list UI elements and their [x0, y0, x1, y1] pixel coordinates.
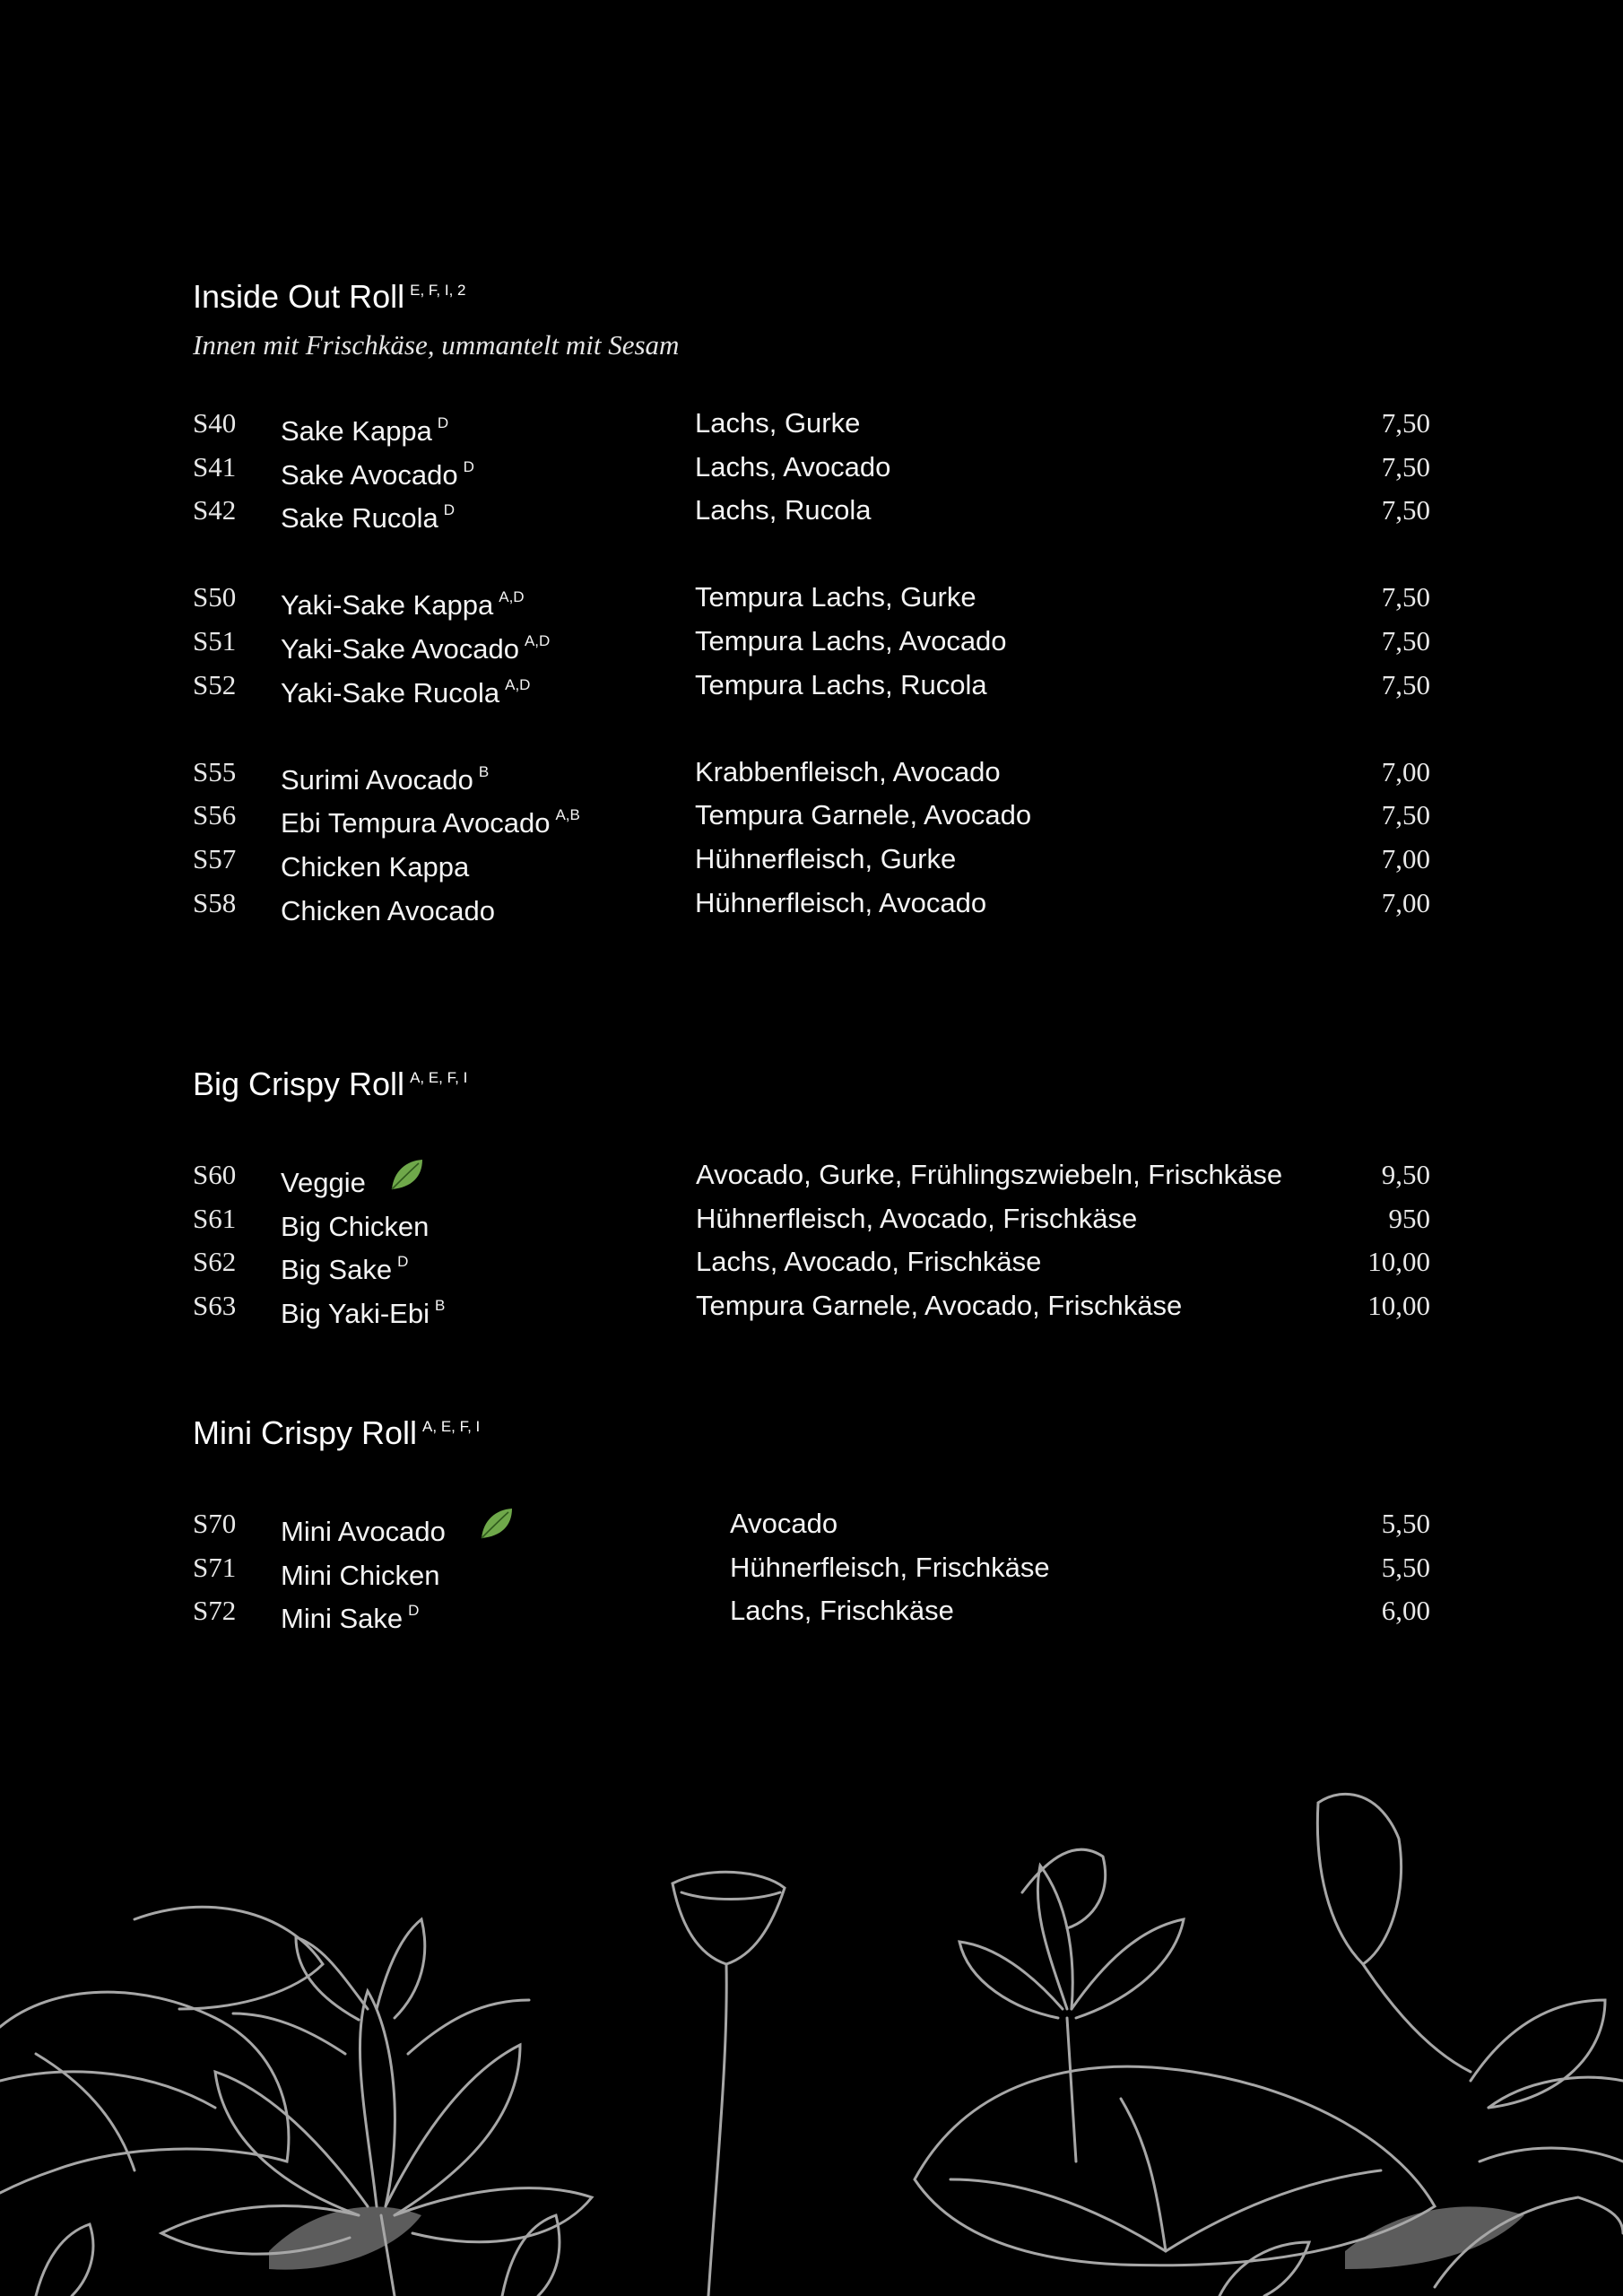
- item-code: S56: [193, 799, 237, 831]
- item-allergens: A,B: [555, 806, 580, 824]
- item-code: S41: [193, 450, 237, 483]
- item-description: Hühnerfleisch, Avocado: [695, 886, 987, 918]
- menu-item: [193, 838, 1430, 882]
- item-allergens: D: [408, 1602, 420, 1620]
- item-description: Hühnerfleisch, Gurke: [695, 842, 957, 874]
- item-description: Avocado, Gurke, Frühlingszwiebeln, Frischkäse: [696, 1159, 1283, 1190]
- item-code: S61: [193, 1202, 237, 1234]
- menu-item: [193, 1240, 1430, 1284]
- section-title: Big Crispy Roll $^{A, E, F, I}$: [193, 1065, 468, 1102]
- menu-item: [193, 620, 1430, 664]
- item-price: 7,50: [1381, 450, 1430, 483]
- item-code: S57: [193, 842, 237, 874]
- item-allergens: B: [435, 1296, 446, 1314]
- item-name: Mini Chicken: [281, 1559, 440, 1591]
- item-description: Lachs, Frischkäse: [730, 1595, 954, 1627]
- item-code: S62: [193, 1246, 237, 1278]
- menu-item: [193, 489, 1430, 533]
- item-code: S58: [193, 886, 237, 918]
- item-name: Sake Kappa $^D$: [281, 414, 449, 447]
- item-name: Yaki-Sake Kappa $^{A,D}$: [281, 588, 525, 622]
- menu-item: [193, 402, 1430, 446]
- item-price: 7,50: [1381, 407, 1430, 439]
- item-code: S42: [193, 494, 237, 526]
- item-code: S55: [193, 755, 237, 787]
- allergen-codes: A, E, F, I: [422, 1418, 481, 1435]
- item-description: Tempura Lachs, Rucola: [695, 668, 987, 700]
- leaf-icon: [478, 1506, 516, 1542]
- menu-item: [193, 446, 1430, 490]
- item-price: 7,50: [1381, 624, 1430, 657]
- item-price: 7,50: [1381, 799, 1430, 831]
- menu-item: [193, 664, 1430, 708]
- section-subtitle: Innen mit Frischkäse, ummantelt mit Sesam: [193, 329, 680, 361]
- item-price: 7,50: [1381, 581, 1430, 613]
- item-name: Sake Avocado $^D$: [281, 457, 474, 491]
- allergen-codes: E, F, I, 2: [410, 282, 466, 299]
- item-allergens: B: [478, 762, 490, 780]
- item-price: 7,00: [1381, 886, 1430, 918]
- item-code: S60: [193, 1159, 237, 1190]
- item-name: Chicken Avocado: [281, 894, 495, 926]
- item-description: Hühnerfleisch, Avocado, Frischkäse: [696, 1202, 1138, 1234]
- item-price: 7,50: [1381, 668, 1430, 700]
- menu-item: [193, 1502, 1430, 1546]
- item-name: Surimi Avocado $^B$: [281, 762, 490, 796]
- item-code: S72: [193, 1595, 237, 1627]
- item-code: S52: [193, 668, 237, 700]
- item-price: 950: [1388, 1202, 1430, 1234]
- item-price: 6,00: [1381, 1595, 1430, 1627]
- item-price: 9,50: [1381, 1159, 1430, 1190]
- item-description: Krabbenfleisch, Avocado: [695, 755, 1001, 787]
- item-code: S40: [193, 407, 237, 439]
- menu-item: [193, 1589, 1430, 1633]
- item-name: Big Sake $^D$: [281, 1253, 409, 1286]
- item-code: S70: [193, 1508, 237, 1539]
- section-mini-crispy-roll: [193, 1407, 1430, 1633]
- menu-item: [193, 794, 1430, 838]
- item-price: 7,00: [1381, 755, 1430, 787]
- item-name: Veggie: [281, 1167, 366, 1198]
- item-description: Avocado: [730, 1508, 838, 1539]
- section-title: Mini Crispy Roll $^{A, E, F, I}$: [193, 1414, 481, 1451]
- item-name: Yaki-Sake Rucola $^{A,D}$: [281, 675, 531, 709]
- lotus-illustration: [0, 1785, 1623, 2296]
- item-allergens: A,D: [499, 588, 525, 606]
- section-title: Inside Out Roll $^{E, F, I, 2}$: [193, 278, 466, 315]
- item-name: Big Chicken: [281, 1210, 430, 1242]
- menu-item: [193, 1153, 1430, 1197]
- menu-item: [193, 1197, 1430, 1241]
- item-description: Tempura Garnele, Avocado: [695, 799, 1032, 831]
- menu-item: [193, 1546, 1430, 1590]
- item-name: Yaki-Sake Avocado $^{A,D}$: [281, 631, 551, 665]
- leaf-icon: [388, 1157, 426, 1193]
- menu-item: [193, 751, 1430, 795]
- menu-item: [193, 576, 1430, 620]
- item-price: 7,50: [1381, 494, 1430, 526]
- item-name: Big Yaki-Ebi $^B$: [281, 1296, 446, 1329]
- section-big-crispy-roll: [193, 1058, 1430, 1327]
- item-code: S51: [193, 624, 237, 657]
- item-description: Tempura Garnele, Avocado, Frischkäse: [696, 1289, 1183, 1321]
- item-price: 10,00: [1367, 1246, 1430, 1278]
- item-name: Sake Rucola $^D$: [281, 501, 456, 535]
- item-allergens: D: [397, 1253, 409, 1271]
- item-price: 10,00: [1367, 1289, 1430, 1321]
- item-name: Chicken Kappa: [281, 850, 470, 883]
- allergen-codes: A, E, F, I: [410, 1069, 468, 1086]
- item-allergens: D: [437, 414, 449, 431]
- item-code: S50: [193, 581, 237, 613]
- item-description: Tempura Lachs, Gurke: [695, 581, 976, 613]
- item-allergens: A,D: [505, 675, 531, 693]
- section-inside-out-roll: [193, 271, 1430, 925]
- item-code: S71: [193, 1551, 237, 1583]
- item-name: Mini Sake $^D$: [281, 1602, 420, 1635]
- item-name: Mini Avocado: [281, 1516, 446, 1547]
- item-description: Lachs, Gurke: [695, 407, 861, 439]
- item-allergens: A,D: [524, 631, 551, 649]
- item-description: Hühnerfleisch, Frischkäse: [730, 1551, 1050, 1583]
- item-description: Lachs, Rucola: [695, 494, 872, 526]
- item-price: 7,00: [1381, 842, 1430, 874]
- menu-item: [193, 882, 1430, 926]
- item-allergens: D: [443, 501, 456, 519]
- item-description: Lachs, Avocado: [695, 450, 891, 483]
- item-description: Tempura Lachs, Avocado: [695, 624, 1007, 657]
- item-price: 5,50: [1381, 1551, 1430, 1583]
- item-price: 5,50: [1381, 1508, 1430, 1539]
- item-description: Lachs, Avocado, Frischkäse: [696, 1246, 1042, 1278]
- item-code: S63: [193, 1289, 237, 1321]
- item-allergens: D: [463, 457, 474, 475]
- item-name: Ebi Tempura Avocado $^{A,B}$: [281, 806, 580, 839]
- menu-item: [193, 1284, 1430, 1328]
